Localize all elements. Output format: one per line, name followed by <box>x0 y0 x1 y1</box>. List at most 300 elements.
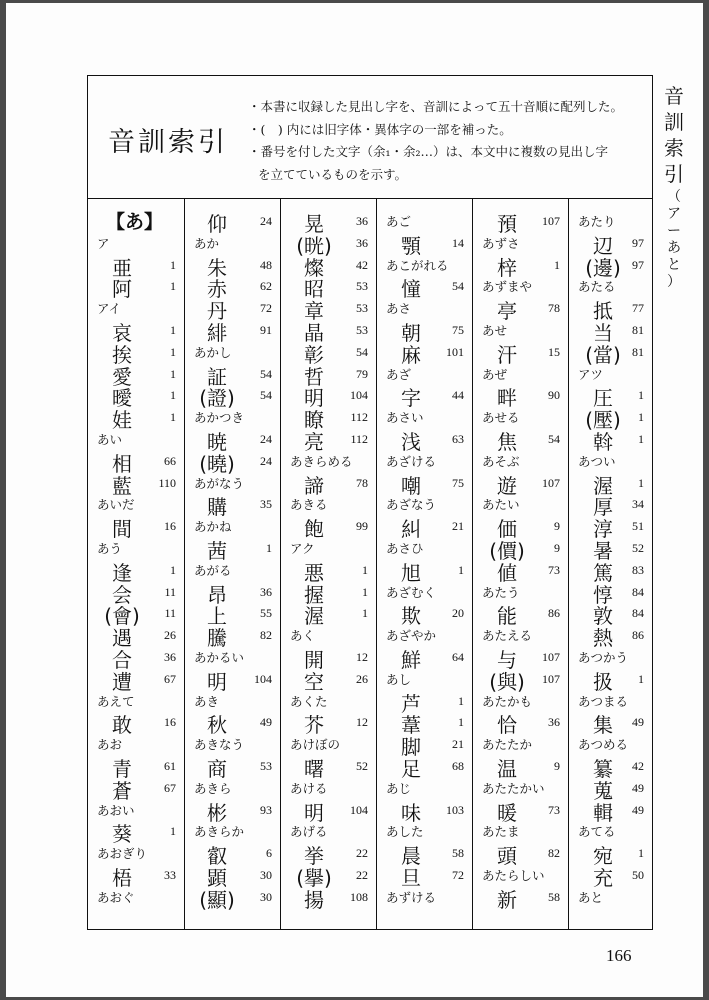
reading-label: あおぎり <box>97 846 148 862</box>
page-ref: 1 <box>170 824 176 839</box>
reading-heading <box>377 296 472 318</box>
kanji-label: (價) <box>489 539 525 563</box>
reading-heading <box>473 318 568 340</box>
index-column <box>184 199 280 929</box>
kanji-label: 梓 <box>497 255 517 280</box>
kanji-label: 抵 <box>593 299 613 324</box>
kanji-label: (邊) <box>585 255 621 280</box>
index-entry <box>473 536 568 563</box>
kanji-label: 開 <box>304 648 324 672</box>
page-ref: 36 <box>164 650 176 664</box>
index-entry <box>281 318 376 345</box>
reading-heading <box>281 536 376 558</box>
reading-label: あお <box>97 737 123 753</box>
index-entry <box>377 514 472 542</box>
index-entry <box>88 449 184 476</box>
index-entry <box>88 667 184 694</box>
index-entry <box>185 536 280 563</box>
page-ref: 1 <box>170 344 176 359</box>
reading-heading <box>185 558 280 580</box>
index-entry <box>569 558 652 585</box>
kanji-label: 価 <box>497 517 517 542</box>
kanji-label: 焦 <box>497 430 517 454</box>
index-entry <box>185 601 280 629</box>
reading-heading <box>185 405 280 427</box>
index-entry <box>281 274 376 302</box>
kanji-label: 曙 <box>304 757 324 781</box>
kanji-label: 娃 <box>112 408 132 433</box>
page-ref: 104 <box>350 388 368 403</box>
page-ref: 1 <box>170 366 176 381</box>
kanji-label: 購 <box>207 495 227 520</box>
index-entry <box>281 863 376 890</box>
reading-label: あたい <box>482 497 520 513</box>
reading-heading <box>473 580 568 602</box>
reading-label: あかるい <box>194 650 245 665</box>
index-header <box>88 76 652 199</box>
reading-heading <box>377 405 472 427</box>
index-entry <box>185 449 280 476</box>
reading-heading <box>281 449 376 471</box>
reading-heading <box>569 449 652 471</box>
page-ref: 22 <box>356 868 368 882</box>
index-entry <box>569 710 652 738</box>
page-ref: 11 <box>164 606 176 621</box>
kanji-label: 藍 <box>112 473 132 498</box>
page-ref: 53 <box>356 279 368 294</box>
kanji-label: 証 <box>207 364 227 389</box>
kanji-label: 浅 <box>401 430 421 454</box>
reading-label: あざ <box>386 366 412 382</box>
kanji-label: 熱 <box>593 626 613 651</box>
index-entry <box>88 776 184 803</box>
index-entry <box>185 318 280 345</box>
index-entry <box>569 296 652 324</box>
page-ref: 1 <box>458 693 464 708</box>
index-frame <box>87 75 653 930</box>
reading-heading <box>185 819 280 841</box>
index-entry <box>88 601 184 629</box>
reading-label: アイ <box>97 301 121 317</box>
page-ref: 77 <box>632 301 644 316</box>
reading-heading <box>281 819 376 841</box>
index-entry <box>473 471 568 498</box>
index-entry <box>185 427 280 454</box>
reading-label: あたう <box>482 584 520 600</box>
reading-label: あう <box>97 541 123 556</box>
kanji-label: 芦 <box>401 691 421 716</box>
kanji-label: 能 <box>497 604 517 629</box>
page-ref: 86 <box>632 628 644 643</box>
page-ref: 62 <box>260 279 272 294</box>
page-ref: 83 <box>632 562 644 577</box>
reading-heading <box>88 492 184 514</box>
page-ref: 1 <box>266 541 272 555</box>
index-entry <box>185 798 280 825</box>
kanji-label: 遊 <box>497 473 517 498</box>
reading-label: あい <box>97 432 123 447</box>
index-entry <box>185 667 280 694</box>
index-entry <box>88 645 184 672</box>
kanji-label: 充 <box>593 866 613 890</box>
kanji-label: 汗 <box>497 342 517 367</box>
page-ref: 58 <box>548 889 560 904</box>
index-entry <box>473 558 568 585</box>
page-ref: 9 <box>554 759 560 773</box>
page-ref: 24 <box>260 432 272 446</box>
page-ref: 21 <box>452 737 464 752</box>
page-ref: 1 <box>170 279 176 294</box>
kanji-label: (與) <box>489 669 525 694</box>
index-entry <box>281 885 376 912</box>
kanji-label: 憧 <box>401 277 421 302</box>
reading-label: あつめる <box>578 737 629 753</box>
kanji-label: 頭 <box>497 844 517 869</box>
page-ref: 24 <box>260 453 272 468</box>
index-entry <box>88 253 184 280</box>
page-ref: 107 <box>542 475 560 490</box>
page-ref: 90 <box>548 388 560 403</box>
page-ref: 6 <box>266 846 272 861</box>
page-ref: 84 <box>632 584 644 599</box>
kanji-label: 欺 <box>401 604 421 629</box>
index-entry <box>473 427 568 454</box>
page-ref: 49 <box>260 715 272 730</box>
reading-heading <box>473 623 568 645</box>
page-ref: 72 <box>452 868 464 882</box>
page-ref: 68 <box>452 759 464 773</box>
side-title: 音 訓 索 引 <box>664 84 684 186</box>
index-entry <box>377 601 472 629</box>
kanji-label: 渥 <box>304 604 324 629</box>
page-ref: 1 <box>170 410 176 425</box>
section-label: 【あ】 <box>106 211 164 233</box>
index-entry <box>569 601 652 629</box>
index-entry <box>88 754 184 781</box>
page-ref: 79 <box>356 366 368 381</box>
index-notes <box>248 96 623 186</box>
reading-heading <box>569 362 652 384</box>
index-entry <box>88 340 184 367</box>
page-ref: 103 <box>446 802 464 817</box>
kanji-label: 蒐 <box>593 778 613 803</box>
kanji-label: 緋 <box>207 321 227 345</box>
reading-heading <box>185 471 280 493</box>
page-ref: 81 <box>632 323 644 337</box>
index-entry <box>377 231 472 258</box>
kanji-label: 秋 <box>207 713 227 738</box>
reading-heading <box>377 623 472 645</box>
kanji-label: 字 <box>401 386 421 411</box>
index-entry <box>569 340 652 367</box>
index-column <box>568 199 652 929</box>
reading-label: あさ <box>386 301 412 317</box>
page-ref: 55 <box>260 606 272 621</box>
index-entry <box>185 754 280 781</box>
page-number: 166 <box>606 946 632 965</box>
page-ref: 75 <box>452 475 464 490</box>
page-ref: 54 <box>548 432 560 446</box>
page-ref: 64 <box>452 650 464 664</box>
kanji-label: 値 <box>497 560 517 585</box>
kanji-label: 旭 <box>401 560 421 585</box>
reading-label: あけぼの <box>290 737 341 753</box>
kanji-label: 叡 <box>207 844 227 869</box>
page-ref: 1 <box>362 562 368 577</box>
kanji-label: 間 <box>112 517 132 542</box>
reading-label: あげる <box>290 824 328 840</box>
note-line: ・番号を付した文字（余₁・余₂…）は、本文中に複数の見出し字 <box>248 144 609 159</box>
kanji-label: 敦 <box>593 604 613 629</box>
page-ref: 1 <box>362 584 368 599</box>
page-ref: 1 <box>170 562 176 577</box>
page-ref: 30 <box>260 868 272 882</box>
index-entry <box>281 558 376 585</box>
reading-label: アツ <box>578 366 604 382</box>
page-ref: 16 <box>164 715 176 730</box>
index-entry <box>473 253 568 280</box>
reading-label: あく <box>290 628 316 644</box>
kanji-label: 騰 <box>207 626 227 651</box>
page-ref: 54 <box>356 344 368 359</box>
kanji-label: 集 <box>593 713 613 738</box>
reading-heading <box>473 689 568 711</box>
reading-heading <box>88 231 184 253</box>
reading-label: あずける <box>386 889 437 905</box>
index-column <box>376 199 472 929</box>
page-ref: 86 <box>548 606 560 621</box>
page-ref: 34 <box>632 497 644 512</box>
index-entry <box>185 209 280 236</box>
kanji-label: 朝 <box>401 321 421 345</box>
page-ref: 52 <box>356 759 368 773</box>
reading-heading <box>473 732 568 754</box>
reading-label: あえて <box>97 693 135 709</box>
index-entry <box>88 471 184 498</box>
reading-heading <box>88 798 184 820</box>
reading-heading <box>569 645 652 667</box>
page-ref: 78 <box>548 301 560 316</box>
kanji-label: 味 <box>401 800 421 825</box>
index-entry <box>377 841 472 869</box>
reading-label: あてる <box>578 824 616 840</box>
reading-label: あたらしい <box>482 868 545 883</box>
page-ref: 52 <box>632 541 644 555</box>
reading-label: あいだ <box>97 497 135 513</box>
index-entry <box>377 710 472 738</box>
page-ref: 14 <box>452 235 464 250</box>
index-entry <box>88 514 184 542</box>
page-ref: 54 <box>260 366 272 381</box>
kanji-label: 明 <box>304 800 324 825</box>
reading-heading <box>185 514 280 536</box>
reading-heading <box>281 492 376 514</box>
kanji-label: (曉) <box>199 451 235 476</box>
page-ref: 67 <box>164 780 176 795</box>
page-ref: 58 <box>452 846 464 861</box>
page-ref: 1 <box>362 606 368 621</box>
reading-label: あかね <box>194 519 232 535</box>
reading-heading <box>473 405 568 427</box>
kanji-label: 葦 <box>401 713 421 738</box>
reading-heading <box>281 776 376 798</box>
index-entry <box>88 710 184 738</box>
page-ref: 61 <box>164 759 176 773</box>
section-heading <box>88 209 184 231</box>
index-entry <box>88 558 184 585</box>
reading-label: あずまや <box>482 279 533 295</box>
index-entry <box>569 492 652 520</box>
kanji-label: (會) <box>104 604 140 629</box>
reading-label: あざける <box>386 453 437 469</box>
reading-label: あおい <box>97 802 135 818</box>
kanji-label: 脚 <box>401 735 421 760</box>
index-entry <box>281 296 376 324</box>
reading-label: あおぐ <box>97 889 135 905</box>
index-entry <box>88 318 184 345</box>
page-ref: 35 <box>260 497 272 512</box>
kanji-label: 相 <box>112 451 132 476</box>
page-ref: 82 <box>548 846 560 861</box>
reading-label: あざむく <box>386 584 437 600</box>
index-entry <box>281 362 376 389</box>
index-entry <box>185 580 280 607</box>
reading-label: あきら <box>194 780 232 796</box>
reading-heading <box>377 253 472 275</box>
kanji-label: 顕 <box>207 866 227 890</box>
page-ref: 101 <box>446 344 464 359</box>
kanji-label: 恰 <box>497 713 517 738</box>
index-entry <box>281 601 376 629</box>
reading-heading <box>185 340 280 362</box>
reading-label: あたたかい <box>482 780 545 796</box>
reading-heading <box>88 689 184 711</box>
reading-heading <box>377 580 472 602</box>
page-ref: 104 <box>350 802 368 817</box>
kanji-label: 圧 <box>593 386 613 411</box>
reading-label: あずさ <box>482 235 520 251</box>
reading-heading <box>569 732 652 754</box>
reading-label: あそぶ <box>482 453 520 469</box>
kanji-label: (證) <box>199 386 235 411</box>
kanji-label: 茜 <box>207 539 227 563</box>
page-ref: 97 <box>632 257 644 272</box>
index-column <box>88 199 184 929</box>
index-entry <box>185 296 280 324</box>
index-entry <box>281 798 376 825</box>
kanji-label: 渥 <box>593 473 613 498</box>
index-entry <box>569 383 652 411</box>
reading-heading <box>377 885 472 907</box>
reading-heading <box>281 623 376 645</box>
reading-label: あきなう <box>194 737 245 753</box>
index-entry <box>377 689 472 716</box>
index-entry <box>473 383 568 411</box>
kanji-label: 預 <box>497 212 517 236</box>
page-ref: 78 <box>356 475 368 490</box>
index-entry <box>473 754 568 781</box>
index-entry <box>281 754 376 781</box>
kanji-label: 足 <box>401 757 421 781</box>
reading-label: あつかう <box>578 650 629 665</box>
reading-label: あたえる <box>482 628 533 644</box>
page-ref: 1 <box>638 388 644 403</box>
kanji-label: 挙 <box>304 844 324 869</box>
index-entry <box>377 274 472 302</box>
reading-heading <box>473 274 568 296</box>
kanji-label: 挨 <box>112 342 132 367</box>
reading-heading <box>569 819 652 841</box>
page-ref: 84 <box>632 606 644 621</box>
page-ref: 24 <box>260 214 272 228</box>
kanji-label: (擧) <box>296 866 332 890</box>
kanji-label: 暖 <box>497 800 517 825</box>
page-ref: 1 <box>170 257 176 272</box>
reading-label: あし <box>386 671 412 687</box>
index-entry <box>281 514 376 542</box>
kanji-label: 赤 <box>207 277 227 302</box>
page-ref: 54 <box>260 388 272 403</box>
index-entry <box>281 667 376 694</box>
reading-label: あがなう <box>194 475 245 491</box>
index-page <box>6 3 703 997</box>
kanji-label: 哲 <box>304 364 324 389</box>
index-entry <box>473 710 568 738</box>
reading-heading <box>88 732 184 754</box>
index-column <box>472 199 568 929</box>
index-entry <box>473 209 568 236</box>
page-ref: 1 <box>554 257 560 272</box>
reading-label: あがる <box>194 562 232 578</box>
kanji-label: (晄) <box>296 233 332 258</box>
kanji-label: 麻 <box>401 342 421 367</box>
page-ref: 36 <box>548 715 560 730</box>
kanji-label: 亮 <box>304 430 324 454</box>
reading-label: あご <box>386 214 412 229</box>
reading-heading <box>185 689 280 711</box>
kanji-label: 仰 <box>207 212 227 236</box>
index-entry <box>569 471 652 498</box>
note-line: ・( ) 内には旧字体・異体字の一部を補った。 <box>248 121 512 137</box>
reading-label: あたり <box>578 214 616 229</box>
kanji-label: 篤 <box>593 560 613 585</box>
reading-label: ア <box>97 235 110 251</box>
reading-heading <box>377 209 472 231</box>
reading-heading <box>569 689 652 711</box>
reading-label: あせ <box>482 323 508 338</box>
reading-heading <box>377 536 472 558</box>
kanji-label: 飽 <box>304 517 324 542</box>
page-ref: 9 <box>554 541 560 555</box>
page-ref: 12 <box>356 715 368 730</box>
index-entry <box>281 471 376 498</box>
index-entry <box>569 231 652 258</box>
index-entry <box>569 514 652 542</box>
index-entry <box>281 427 376 454</box>
kanji-label: 糾 <box>401 517 421 542</box>
page-ref: 75 <box>452 323 464 337</box>
page-ref: 73 <box>548 562 560 577</box>
page-ref: 26 <box>164 628 176 643</box>
index-entry <box>185 492 280 520</box>
reading-heading <box>473 449 568 471</box>
kanji-label: (當) <box>585 342 621 367</box>
kanji-label: 悪 <box>304 560 324 585</box>
index-entry <box>569 667 652 694</box>
reading-heading <box>377 819 472 841</box>
index-entry <box>473 601 568 629</box>
index-entry <box>377 558 472 585</box>
